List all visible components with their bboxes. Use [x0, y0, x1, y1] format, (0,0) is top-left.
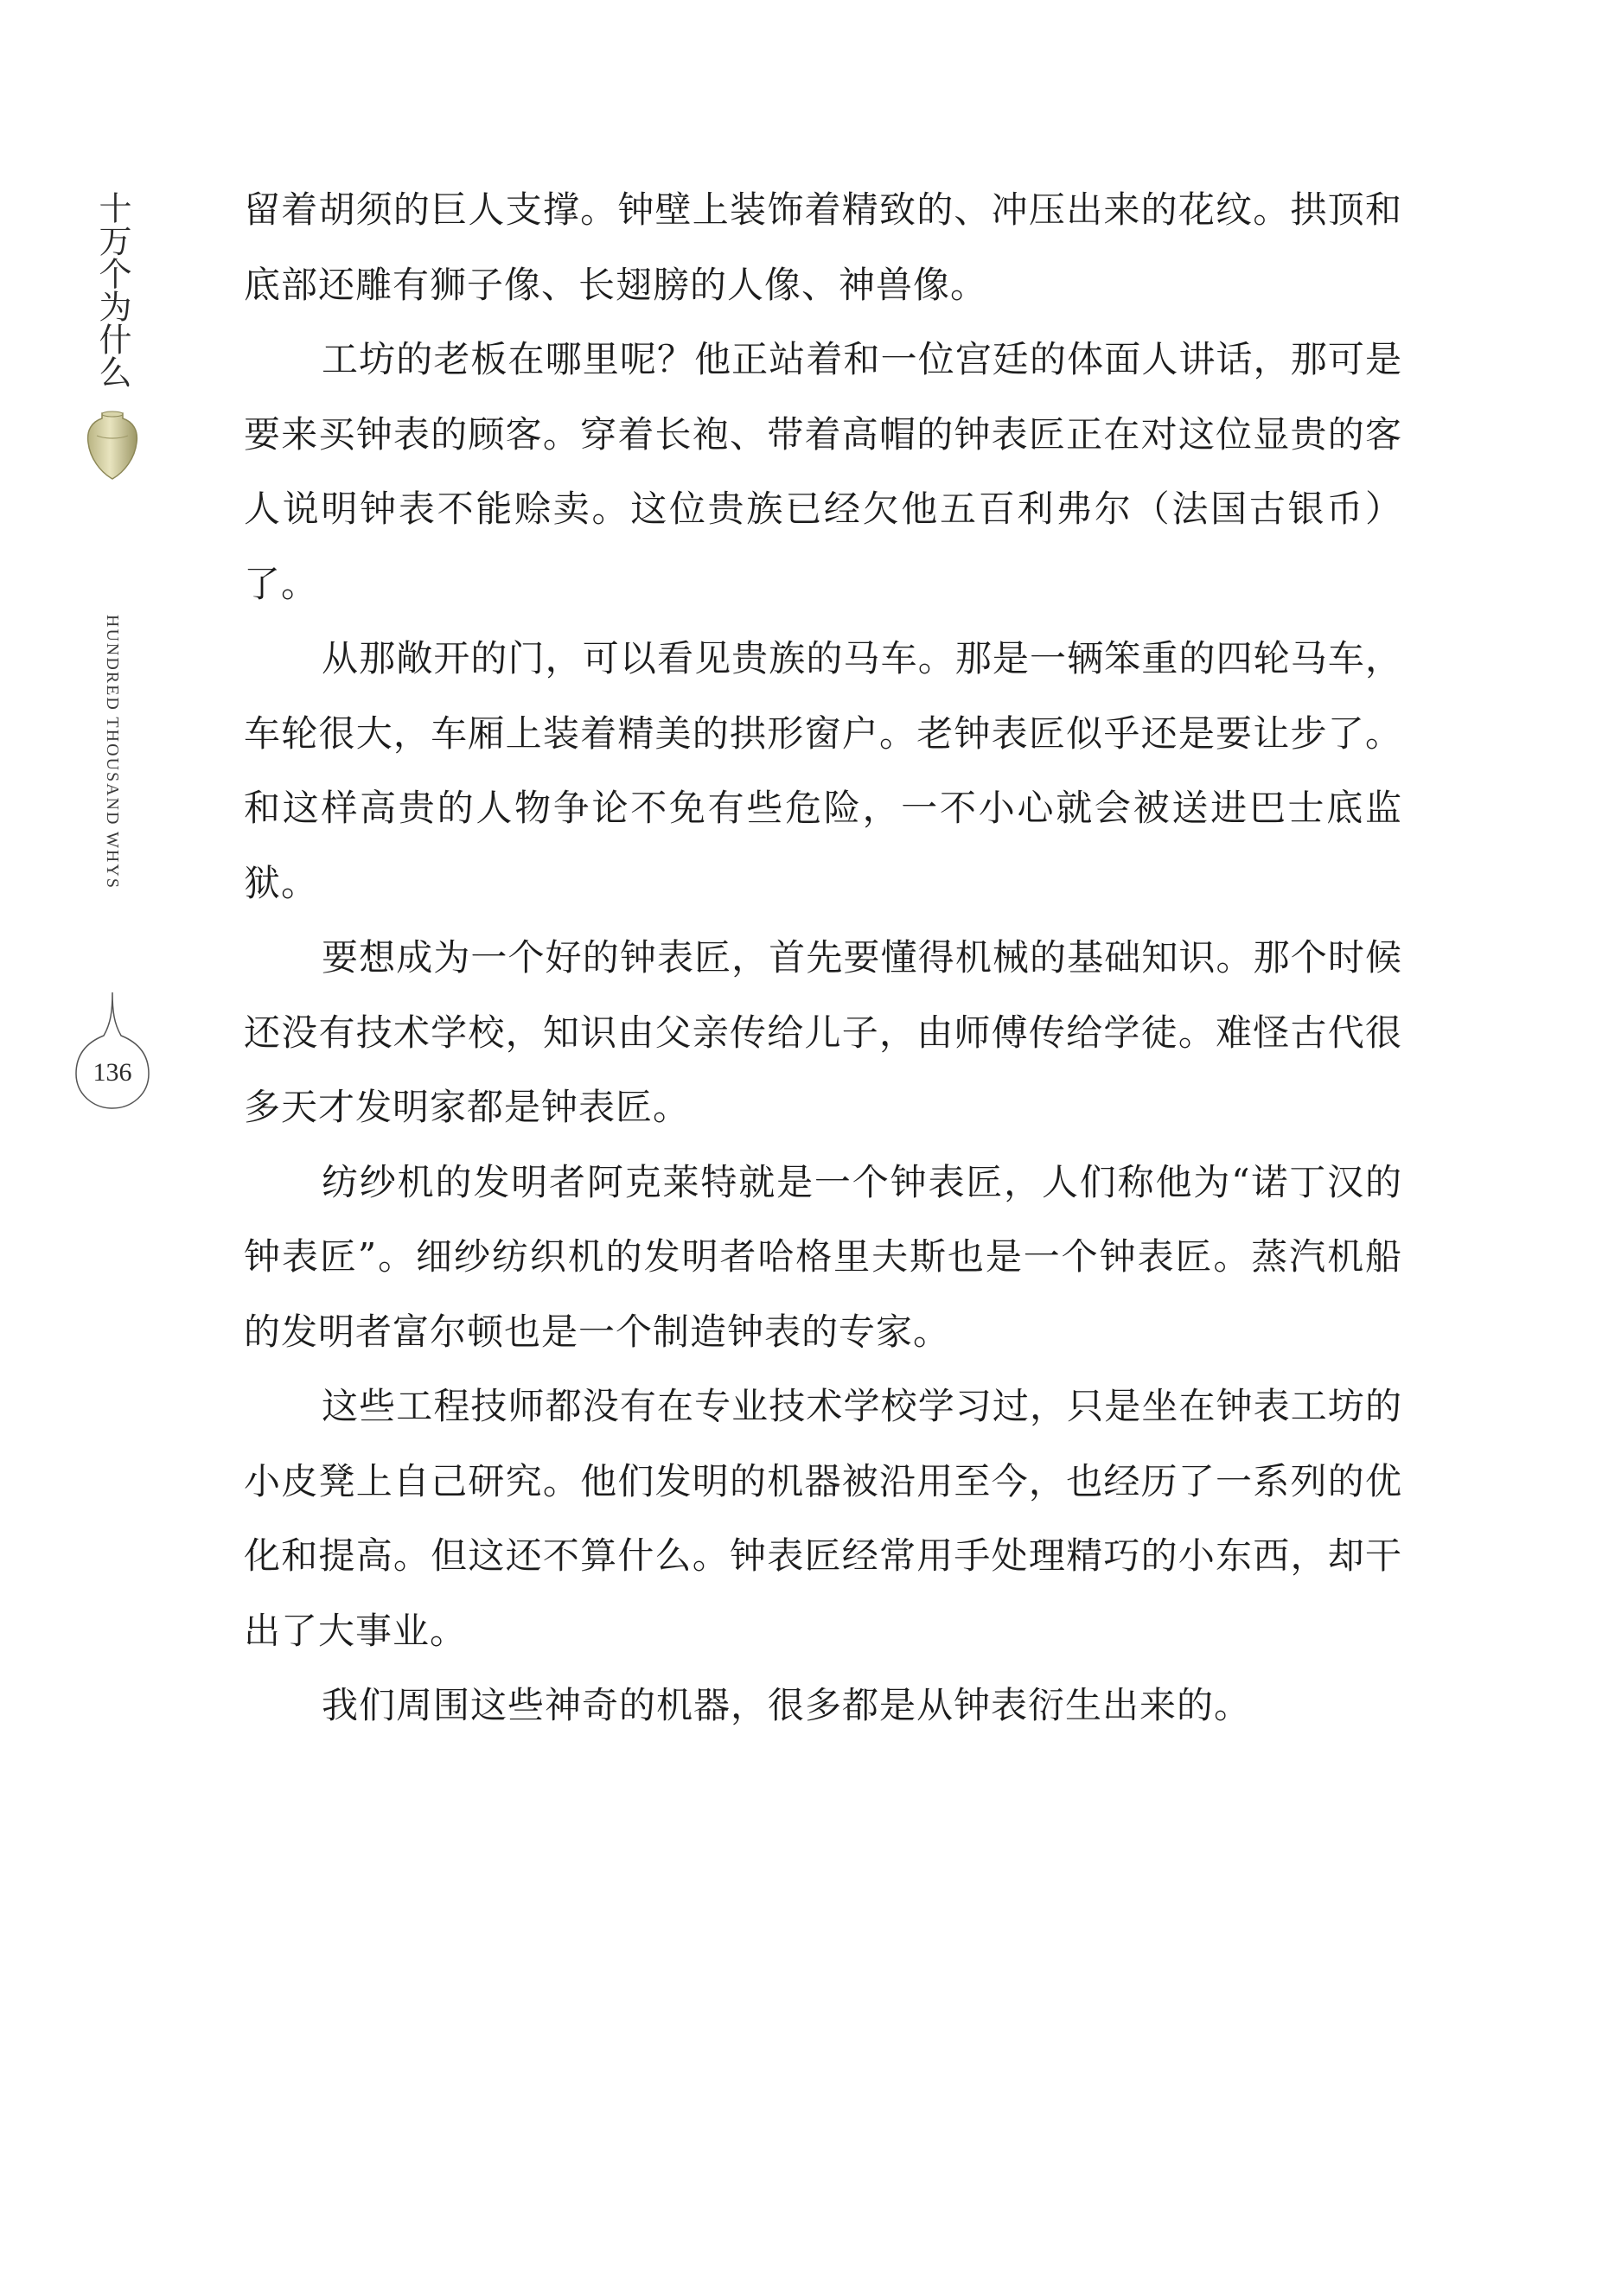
paragraph: 留着胡须的巨人支撑。钟壁上装饰着精致的、冲压出来的花纹。拱顶和底部还雕有狮子像、长翅膀的人像、神兽像。 — [244, 188, 1402, 306]
paragraph: 这些工程技师都没有在专业技术学校学习过，只是坐在钟表工坊的小皮凳上自己研究。他们发明的机器被沿用至今，也经历了一系列的优化和提高。但这还不算什么。钟表匠经常用手处理精巧的小东西，却干出了大事业。 — [244, 1385, 1402, 1652]
paragraph: 我们周围这些神奇的机器，很多都是从钟表衍生出来的。 — [322, 1684, 1252, 1726]
paragraph: 纺纱机的发明者阿克莱特就是一个钟表匠，人们称他为“诺丁汉的钟表匠”。细纱纺织机的发明者哈格里夫斯也是一个钟表匠。蒸汽机船的发明者富尔顿也是一个制造钟表的专家。 — [244, 1160, 1402, 1353]
paragraph: 要想成为一个好的钟表匠，首先要懂得机械的基础知识。那个时候还没有技术学校，知识由父亲传给儿子，由师傅传给学徒。难怪古代很多天才发明家都是钟表匠。 — [244, 936, 1402, 1128]
book-title: 十万个为什么 — [93, 191, 131, 388]
page-number-badge — [69, 985, 156, 1115]
side-rail — [61, 182, 164, 1087]
paragraph: 从那敞开的门，可以看见贵族的马车。那是一辆笨重的四轮马车，车轮很大，车厢上装着精美的拱形窗户。老钟表匠似乎还是要让步了。和这样高贵的人物争论不免有些危险，一不小心就会被送进巴士底监狱。 — [244, 637, 1402, 904]
english-title: HUNDRED THOUSAND WHYS — [103, 615, 122, 890]
page-number: 136 — [93, 1058, 132, 1087]
paragraph: 工坊的老板在哪里呢？他正站着和一位宫廷的体面人讲话，那可是要来买钟表的顾客。穿着长袍、带着高帽的钟表匠正在对这位显贵的客人说明钟表不能赊卖。这位贵族已经欠他五百利弗尔（法国古银币）了。 — [244, 338, 1402, 605]
pottery-jar-icon — [85, 410, 140, 482]
text-body — [244, 173, 1402, 1744]
page-number-frame — [69, 985, 156, 1115]
